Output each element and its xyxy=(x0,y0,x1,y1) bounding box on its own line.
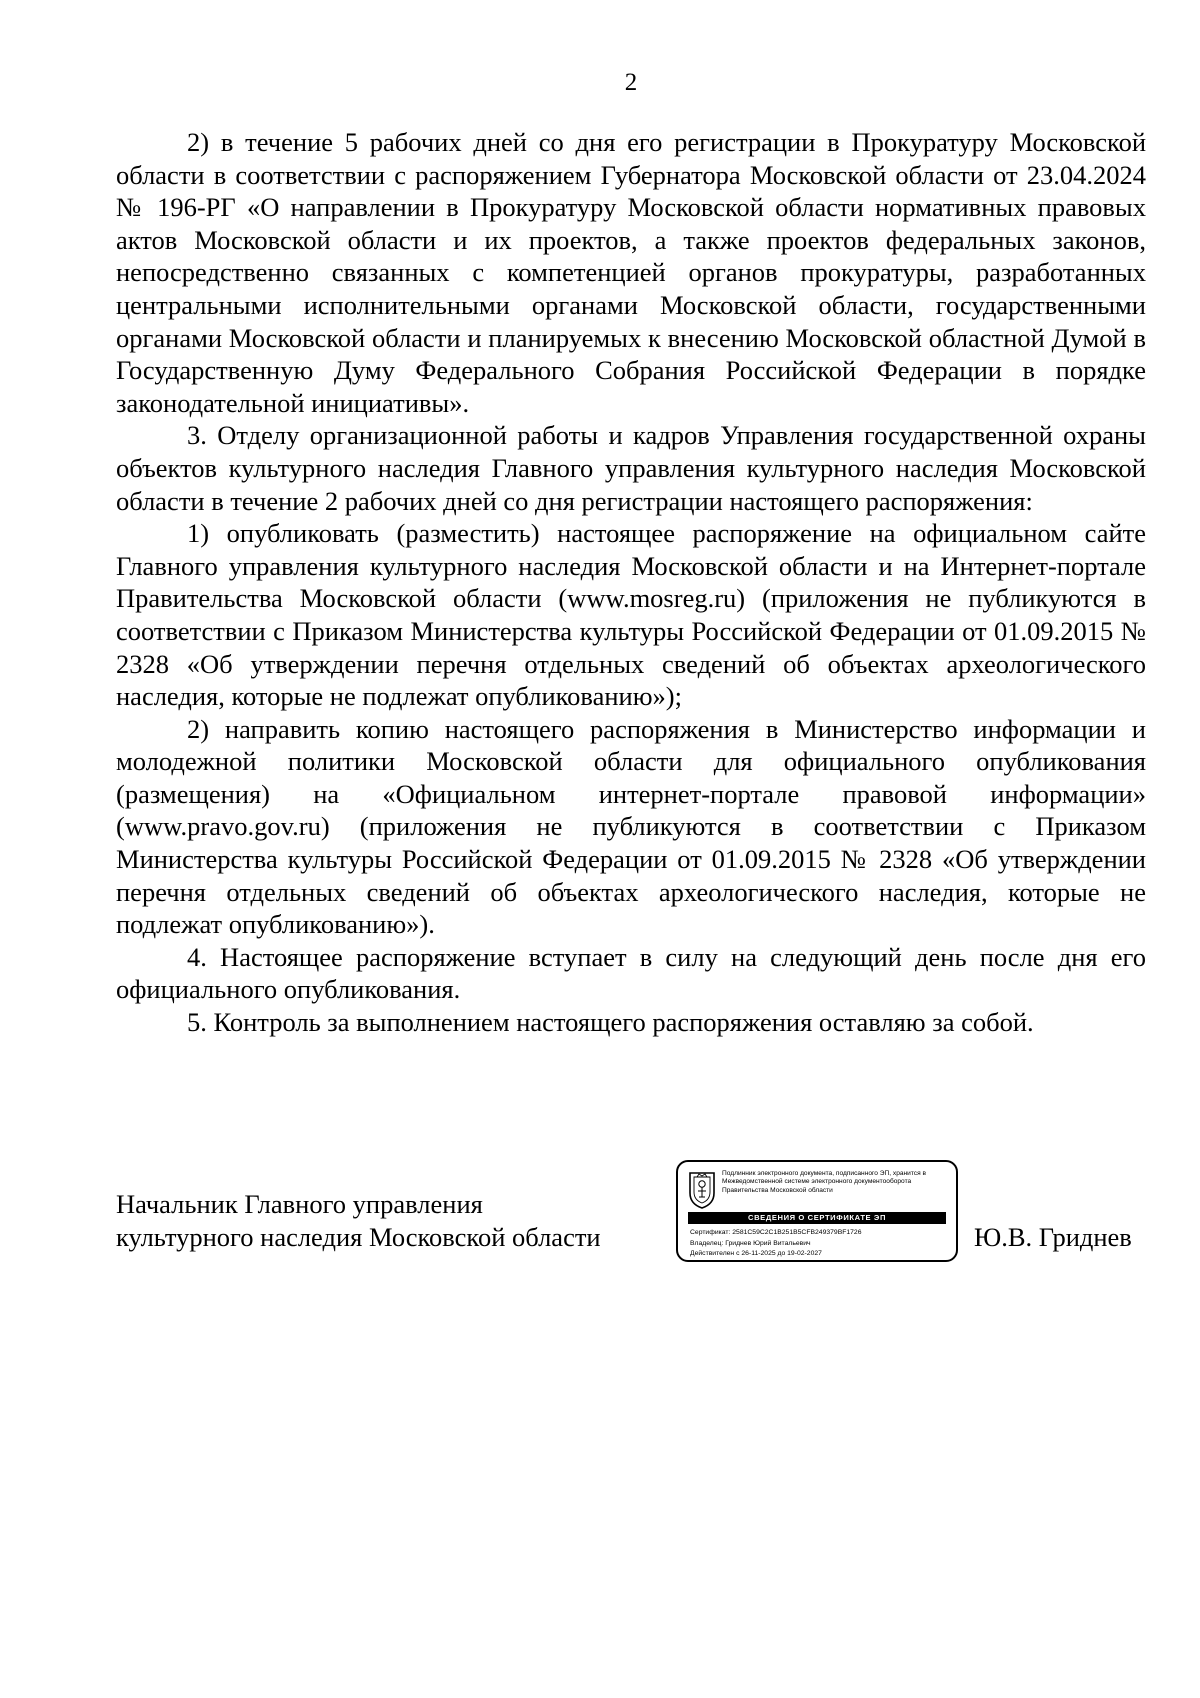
electronic-signature-stamp xyxy=(676,1160,958,1262)
paragraph-item-2-prosecutor: 2) в течение 5 рабочих дней со дня его регистрации в Прокуратуру Московской области в соответствии с распоряжением Губернатора Московской области от 23.04.2024 № 196-РГ «О направлении в Прокуратуру Московской области нормативных правовых актов Московской области и их проектов, а также проектов федеральных законов, непосредственно связанных с компетенцией органов прокуратуры, разработанных центральными исполнительными органами Московской области, государственными органами Московской области и планируемых к внесению Московской областной Думой в Государственную Думу Федерального Собрания Российской Федерации в порядке законодательной инициативы». xyxy=(116,127,1146,418)
paragraph-3-instruction: 3. Отделу организационной работы и кадров Управления государственной охраны объектов культурного наследия Главного управления культурного наследия Московской области в течение 2 рабочих дней со дня регистрации настоящего распоряжения: xyxy=(116,420,1146,516)
stamp-certificate: Сертификат: 2581C59C2C1B251B5CFB249379BF1726 xyxy=(690,1229,862,1236)
stamp-details xyxy=(690,1228,948,1260)
page-number: 2 xyxy=(624,69,638,96)
moscow-oblast-coat-of-arms-icon xyxy=(688,1171,716,1209)
signer-name: Ю.В. Гриднев xyxy=(974,1222,1132,1252)
document-body xyxy=(116,126,1146,1039)
signature-position-line-2: культурного наследия Московской области xyxy=(116,1222,601,1252)
stamp-notice: Подлинник электронного документа, подписанного ЭП, хранится в Межведомственной системе электронного документооборота Правительства Московской области xyxy=(722,1170,927,1194)
stamp-title: СВЕДЕНИЯ О СЕРТИФИКАТЕ ЭП xyxy=(688,1212,946,1224)
paragraph-3-item-1-publish: 1) опубликовать (разместить) настоящее распоряжение на официальном сайте Главного управления культурного наследия Московской области и на Интернет-портале Правительства Московской области (www.mosreg.ru) (приложения не публикуются в соответствии с Приказом Министерства культуры Российской Федерации от 01.09.2015 № 2328 «Об утверждении перечня отдельных сведений об объектах археологического наследия, которые не подлежат опубликованию»); xyxy=(116,518,1146,712)
paragraph-4-effective-date: 4. Настоящее распоряжение вступает в силу на следующий день после дня его официального опубликования. xyxy=(116,941,1146,1005)
stamp-owner: Владелец: Гриднев Юрий Витальевич xyxy=(690,1239,811,1247)
paragraph-3-item-2-send-copy: 2) направить копию настоящего распоряжения в Министерство информации и молодежной политики Московской области для официального опубликования (размещения) на «Официальном интернет-портале правовой информации» (www.pravo.gov.ru) (приложения не публикуются в соответствии с Приказом Министерства культуры Российской Федерации от 01.09.2015 № 2328 «Об утверждении перечня отдельных сведений об объектах археологического наследия, которые не подлежат опубликованию»). xyxy=(116,713,1146,940)
paragraph-5-control: 5. Контроль за выполнением настоящего распоряжения оставляю за собой. xyxy=(187,1007,1034,1038)
stamp-validity: Действителен с 26-11-2025 до 19-02-2027 xyxy=(690,1250,822,1257)
signature-position xyxy=(116,1188,601,1254)
signature-position-line-1: Начальник Главного управления xyxy=(116,1189,483,1219)
